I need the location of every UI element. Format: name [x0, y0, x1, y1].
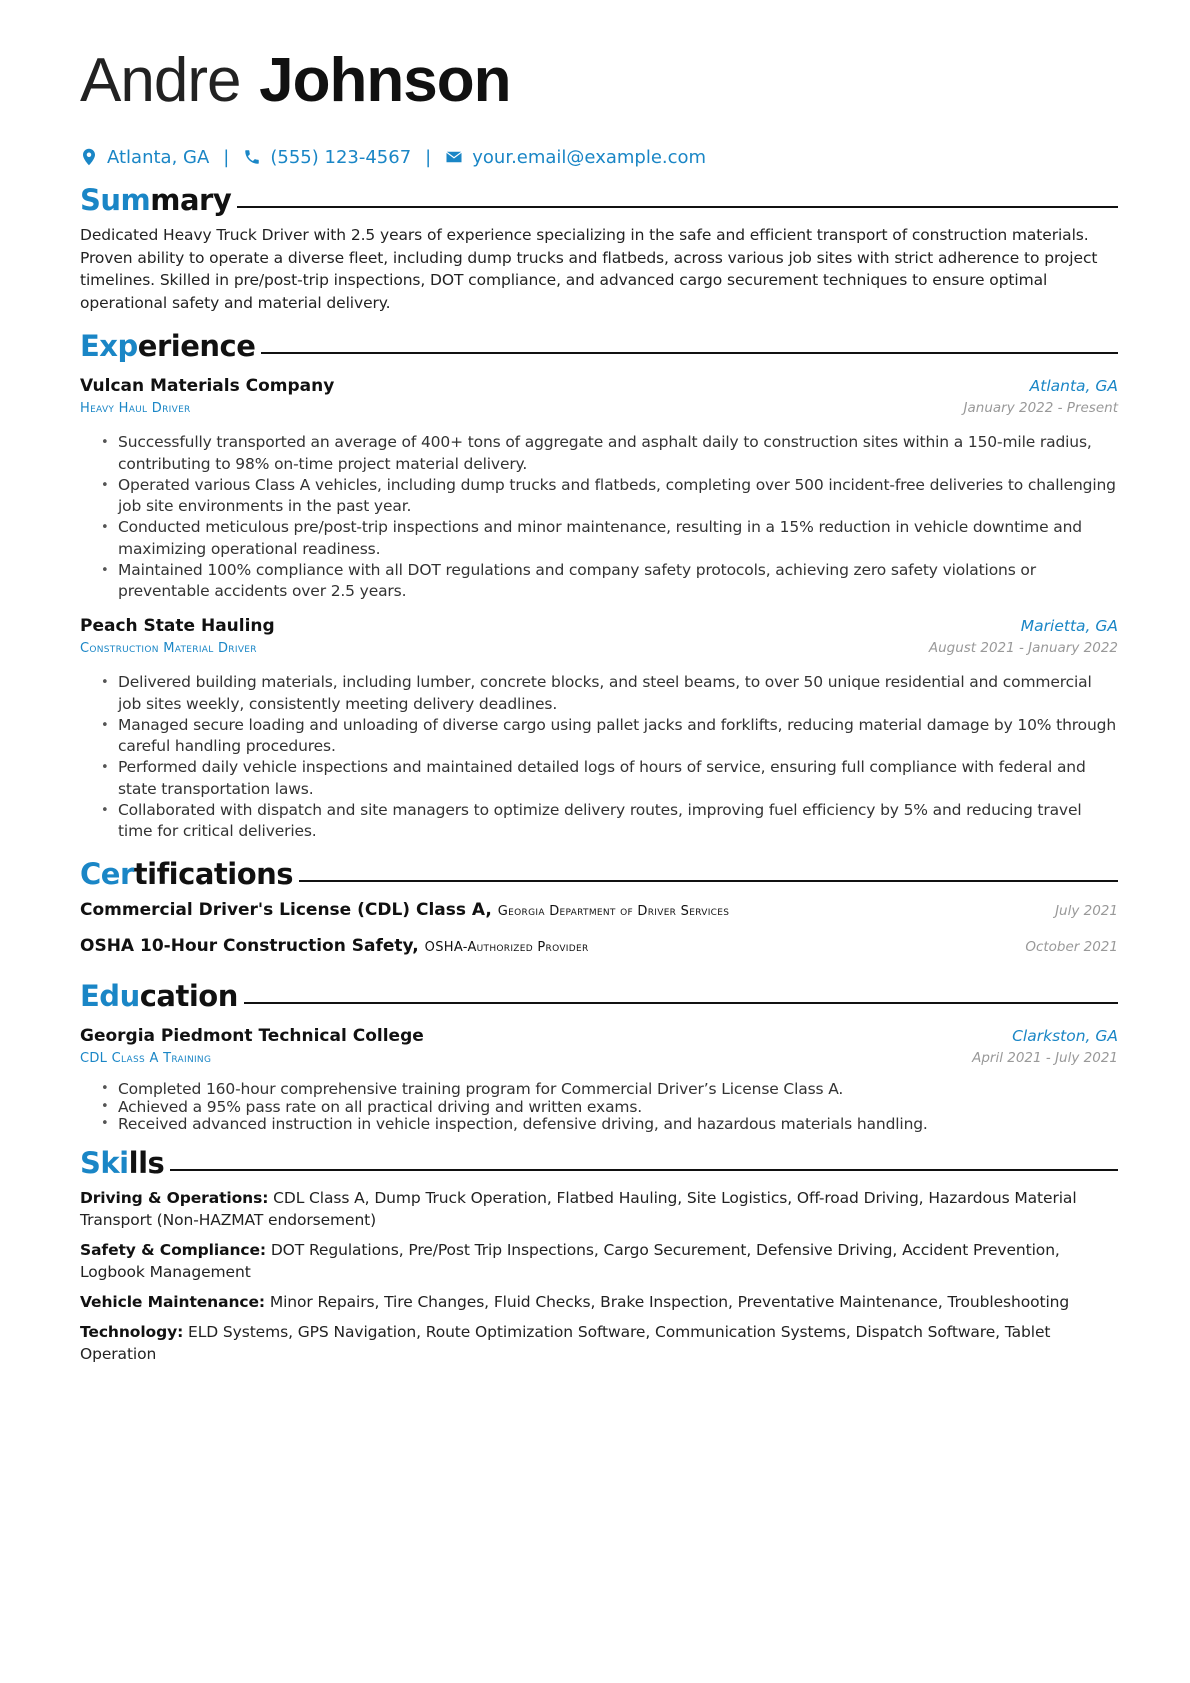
candidate-name: [80, 40, 1118, 120]
contact-line: [80, 144, 1118, 170]
phone-icon: [243, 148, 261, 166]
phone-text[interactable]: (555) 123-4567: [270, 146, 412, 168]
envelope-icon: [445, 148, 463, 166]
map-marker-icon: [80, 148, 98, 166]
certifications-heading: Certifications: [80, 854, 1118, 894]
list-item: • Managed secure loading and unloading of diverse cargo using pallet jacks and forklifts, reducing material damage by 10% through careful handling procedures.: [118, 715, 1118, 758]
job-entry: [80, 376, 1118, 603]
certification-name: Commercial Driver's License (CDL) Class A: [80, 900, 486, 921]
list-item: • Operated various Class A vehicles, including dump trucks and flatbeds, completing over 500 incident-free deliveries to challenging job site environments in the past year.: [118, 475, 1118, 518]
section-divider: [237, 206, 1118, 208]
education-entry: [80, 1026, 1118, 1133]
contact-separator: |: [223, 146, 230, 168]
list-item: • Performed daily vehicle inspections and maintained detailed logs of hours of service, ensuring full compliance with federal and state transportation laws.: [118, 757, 1118, 800]
contact-phone: [243, 147, 411, 168]
job-bullets: [80, 672, 1118, 843]
certification-date: October 2021: [1025, 939, 1118, 956]
job-title: Construction Material Driver: [80, 641, 257, 657]
skill-group: [80, 1187, 1118, 1231]
list-item: • Completed 160-hour comprehensive training program for Commercial Driver’s License Class A.: [118, 1080, 1118, 1098]
list-item: • Achieved a 95% pass rate on all practical driving and written exams.: [118, 1098, 1118, 1116]
skill-group-items: DOT Regulations, Pre/Post Trip Inspections, Cargo Securement, Defensive Driving, Accident Prevention, Logbook Management: [80, 1240, 1060, 1281]
skill-group: [80, 1239, 1118, 1283]
skill-group-items: ELD Systems, GPS Navigation, Route Optimization Software, Communication Systems, Dispatch Software, Tablet Operation: [80, 1322, 1051, 1363]
section-divider: [244, 1002, 1118, 1004]
job-location: Atlanta, GA: [1029, 377, 1118, 396]
contact-email: [445, 147, 706, 168]
school-location: Clarkston, GA: [1012, 1027, 1118, 1046]
contact-separator: |: [425, 146, 432, 168]
education-dates: April 2021 - July 2021: [972, 1050, 1118, 1067]
company-name: Peach State Hauling: [80, 616, 275, 637]
certification-item: OSHA 10-Hour Construction Safety, OSHA-Authorized Provider October 2021: [80, 936, 1118, 957]
section-divider: [170, 1169, 1118, 1171]
location-text: Atlanta, GA: [107, 146, 210, 168]
email-link[interactable]: your.email@example.com: [472, 146, 707, 168]
list-item: • Conducted meticulous pre/post-trip inspections and minor maintenance, resulting in a 15% reduction in vehicle downtime and maximizing operational readiness.: [118, 517, 1118, 560]
skill-group: [80, 1321, 1118, 1365]
job-location: Marietta, GA: [1020, 617, 1118, 636]
skill-group-items: Minor Repairs, Tire Changes, Fluid Checks, Brake Inspection, Preventative Maintenance, Troubleshooting: [269, 1292, 1070, 1311]
job-entry: [80, 616, 1118, 843]
resume-page: [80, 40, 1118, 1365]
list-item: • Successfully transported an average of 400+ tons of aggregate and asphalt daily to construction sites within a 150-mile radius, contributing to 98% on-time project material delivery.: [118, 432, 1118, 475]
section-divider: [261, 352, 1118, 354]
section-divider: [299, 880, 1118, 882]
certification-name: OSHA 10-Hour Construction Safety: [80, 936, 413, 957]
skill-group-label: Driving & Operations:: [80, 1188, 269, 1207]
certification-date: July 2021: [1055, 903, 1118, 920]
skill-group-label: Technology:: [80, 1322, 184, 1341]
skill-group-label: Safety & Compliance:: [80, 1240, 266, 1259]
job-dates: January 2022 - Present: [963, 400, 1118, 417]
program-name: CDL Class A Training: [80, 1051, 212, 1067]
summary-heading: Summary: [80, 180, 1118, 220]
skill-group-items: CDL Class A, Dump Truck Operation, Flatbed Hauling, Site Logistics, Off-road Driving, Hazardous Material Transport (Non-HAZMAT endorsement): [80, 1188, 1077, 1229]
contact-location: [80, 147, 209, 168]
last-name: Johnson: [259, 46, 511, 115]
certification-issuer: OSHA-Authorized Provider: [424, 940, 589, 956]
list-item: • Delivered building materials, including lumber, concrete blocks, and steel beams, to over 50 unique residential and commercial job sites weekly, consistently meeting delivery deadlines.: [118, 672, 1118, 715]
school-name: Georgia Piedmont Technical College: [80, 1026, 424, 1047]
skill-group-label: Vehicle Maintenance:: [80, 1292, 265, 1311]
company-name: Vulcan Materials Company: [80, 376, 335, 397]
certification-item: Commercial Driver's License (CDL) Class A, Georgia Department of Driver Services July 2021: [80, 900, 1118, 921]
list-item: • Maintained 100% compliance with all DOT regulations and company safety protocols, achieving zero safety violations or preventable accidents over 2.5 years.: [118, 560, 1118, 603]
list-item: • Collaborated with dispatch and site managers to optimize delivery routes, improving fuel efficiency by 5% and reducing travel time for critical deliveries.: [118, 800, 1118, 843]
skill-group: [80, 1291, 1118, 1313]
first-name: Andre: [80, 46, 241, 115]
education-heading: Education: [80, 976, 1118, 1016]
certification-issuer: Georgia Department of Driver Services: [497, 904, 730, 920]
job-bullets: [80, 432, 1118, 603]
skills-heading: Skills: [80, 1143, 1118, 1183]
experience-heading: Experience: [80, 326, 1118, 366]
job-title: Heavy Haul Driver: [80, 401, 191, 417]
education-bullets: [80, 1080, 1118, 1133]
summary-text: Dedicated Heavy Truck Driver with 2.5 years of experience specializing in the safe and efficient transport of construction materials. Proven ability to operate a diverse fleet, including dump trucks and flatbeds, across various job sites with strict adherence to project timelines. Skilled in pre/post-trip inspections, DOT compliance, and advanced cargo securement techniques to ensure optimal operational safety and material delivery.: [80, 226, 1098, 312]
job-dates: August 2021 - January 2022: [928, 640, 1118, 657]
list-item: • Received advanced instruction in vehicle inspection, defensive driving, and hazardous materials handling.: [118, 1115, 1118, 1133]
